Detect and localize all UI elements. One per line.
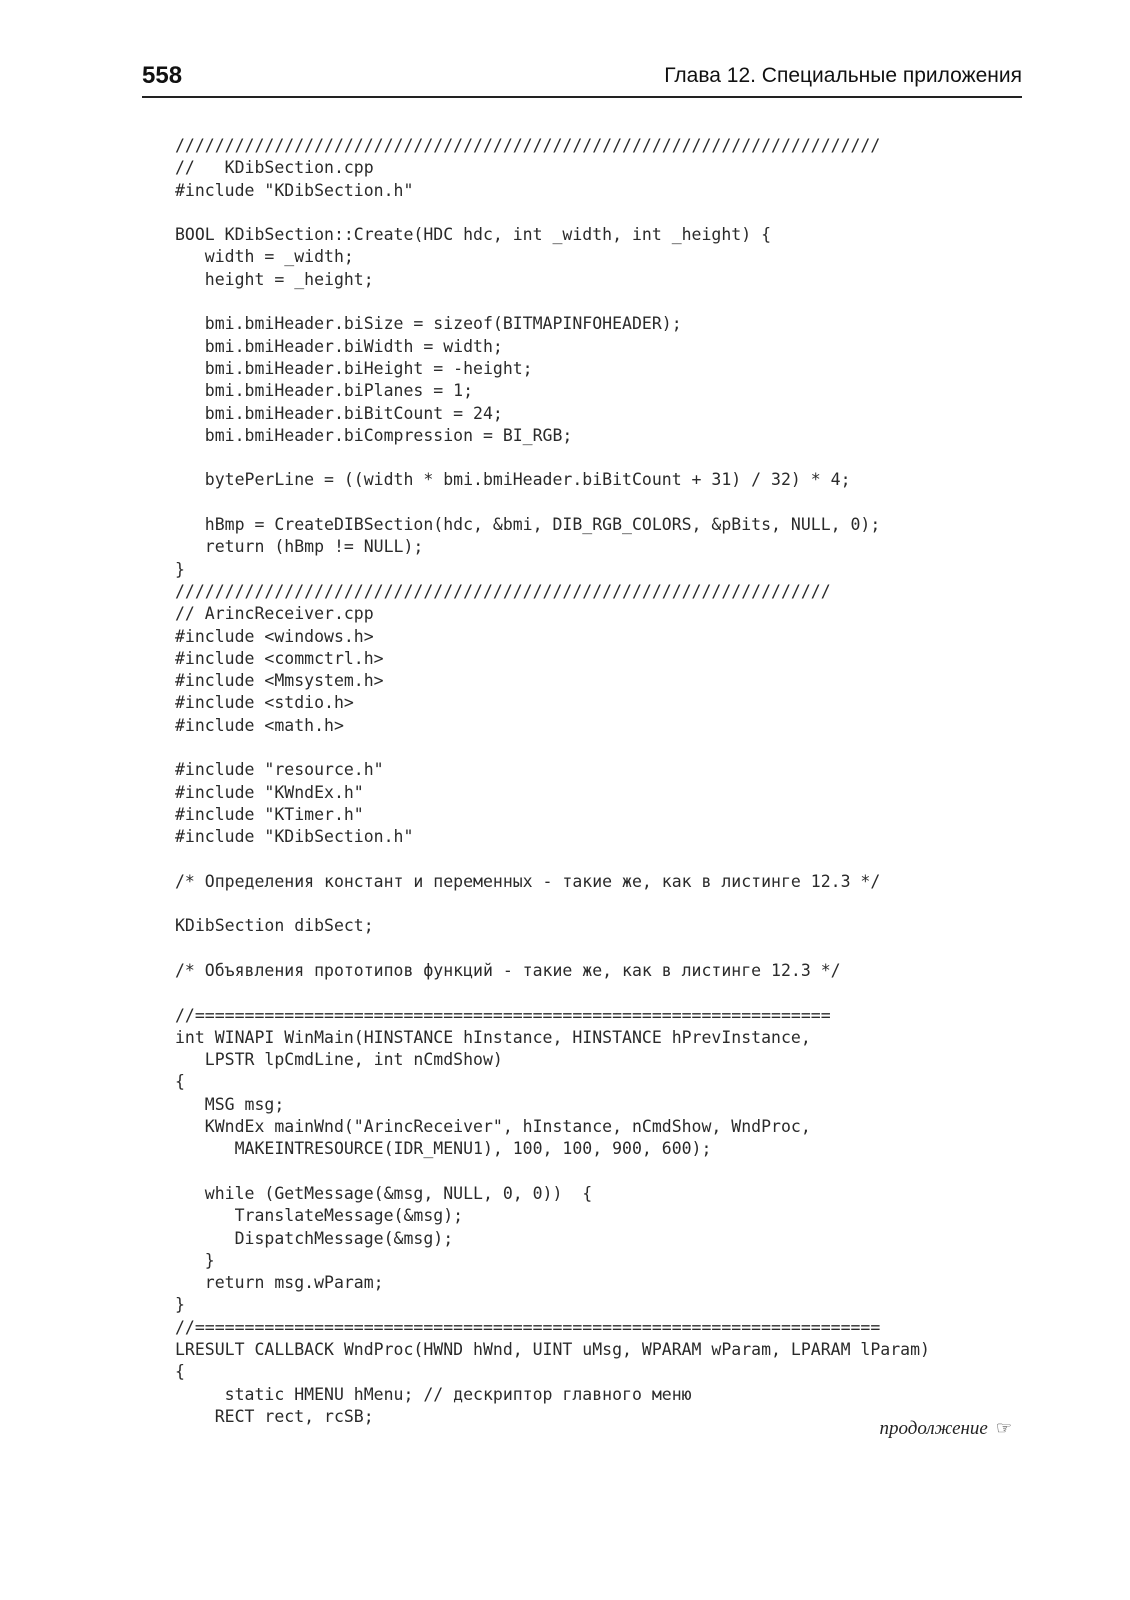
code-line	[175, 982, 1025, 1004]
code-line	[175, 737, 1025, 759]
code-line: bmi.bmiHeader.biCompression = BI_RGB;	[175, 425, 573, 445]
code-line: MSG msg;	[175, 1094, 285, 1114]
code-line: KWndEx mainWnd("ArincReceiver", hInstance, nCmdShow, WndProc,	[175, 1117, 811, 1137]
code-line	[175, 492, 1025, 514]
code-line: RECT rect, rcSB;	[175, 1406, 374, 1426]
code-line: #include <stdio.h>	[175, 693, 354, 713]
code-line: BOOL KDibSection::Create(HDC hdc, int _width, int _height) {	[175, 225, 772, 245]
code-line: return (hBmp != NULL);	[175, 537, 424, 557]
code-line: /* Определения констант и переменных - такие же, как в листинге 12.3 */	[175, 871, 881, 891]
code-line	[175, 202, 1025, 224]
code-line: bmi.bmiHeader.biPlanes = 1;	[175, 381, 474, 401]
code-line: #include <commctrl.h>	[175, 648, 384, 668]
code-line	[175, 938, 1025, 960]
page-number: 558	[142, 62, 183, 89]
code-line: // KDibSection.cpp	[175, 158, 374, 178]
code-line: ///////////////////////////////////////////////////////////////////////	[175, 136, 881, 155]
code-line: #include <Mmsystem.h>	[175, 671, 384, 691]
code-line: KDibSection dibSect;	[175, 916, 374, 936]
code-line: }	[175, 1250, 215, 1270]
code-line: }	[175, 1295, 185, 1315]
code-line	[175, 1161, 1025, 1183]
code-line	[175, 291, 1025, 313]
code-line	[175, 849, 1025, 871]
code-line: #include <math.h>	[175, 715, 344, 735]
pointing-hand-icon: ☞	[995, 1418, 1012, 1438]
code-line: return msg.wParam;	[175, 1273, 384, 1293]
code-line: static HMENU hMenu; // дескриптор главного меню	[175, 1384, 692, 1404]
continuation-label: продолжение	[879, 1418, 988, 1439]
code-line: bmi.bmiHeader.biWidth = width;	[175, 336, 503, 356]
code-line	[175, 447, 1025, 469]
code-line: }	[175, 559, 185, 579]
code-line: int WINAPI WinMain(HINSTANCE hInstance, HINSTANCE hPrevInstance,	[175, 1027, 811, 1047]
code-line: //================================================================	[175, 1005, 831, 1025]
chapter-title: Глава 12. Специальные приложения	[664, 64, 1022, 87]
code-line: LPSTR lpCmdLine, int nCmdShow)	[175, 1050, 503, 1070]
code-line: bmi.bmiHeader.biHeight = -height;	[175, 358, 533, 378]
code-line: //=====================================================================	[175, 1317, 881, 1337]
code-line: height = _height;	[175, 269, 374, 289]
code-line: bmi.bmiHeader.biBitCount = 24;	[175, 403, 503, 423]
code-line: {	[175, 1362, 185, 1382]
continuation-note	[879, 1418, 1012, 1440]
code-line: bmi.bmiHeader.biSize = sizeof(BITMAPINFOHEADER);	[175, 314, 682, 334]
code-line: /* Объявления прототипов функций - такие же, как в листинге 12.3 */	[175, 960, 841, 980]
code-line: MAKEINTRESOURCE(IDR_MENU1), 100, 100, 900, 600);	[175, 1139, 712, 1159]
code-line: hBmp = CreateDIBSection(hdc, &bmi, DIB_RGB_COLORS, &pBits, NULL, 0);	[175, 515, 881, 535]
code-line: #include "resource.h"	[175, 760, 384, 780]
code-line: while (GetMessage(&msg, NULL, 0, 0)) {	[175, 1183, 593, 1203]
code-line: width = _width;	[175, 247, 354, 267]
code-line: #include "KDibSection.h"	[175, 827, 414, 847]
code-line: // ArincReceiver.cpp	[175, 604, 374, 624]
code-line: #include "KWndEx.h"	[175, 782, 364, 802]
code-line: DispatchMessage(&msg);	[175, 1228, 454, 1248]
code-line	[175, 893, 1025, 915]
page-header	[142, 60, 1022, 98]
code-line: TranslateMessage(&msg);	[175, 1206, 464, 1226]
code-line: bytePerLine = ((width * bmi.bmiHeader.biBitCount + 31) / 32) * 4;	[175, 470, 851, 490]
code-line: #include "KDibSection.h"	[175, 180, 414, 200]
code-line: #include "KTimer.h"	[175, 804, 364, 824]
code-line: LRESULT CALLBACK WndProc(HWND hWnd, UINT uMsg, WPARAM wParam, LPARAM lParam)	[175, 1340, 930, 1360]
code-line: {	[175, 1072, 185, 1092]
code-listing	[175, 135, 1025, 1428]
code-line: #include <windows.h>	[175, 626, 374, 646]
code-line: //////////////////////////////////////////////////////////////////	[175, 581, 831, 601]
